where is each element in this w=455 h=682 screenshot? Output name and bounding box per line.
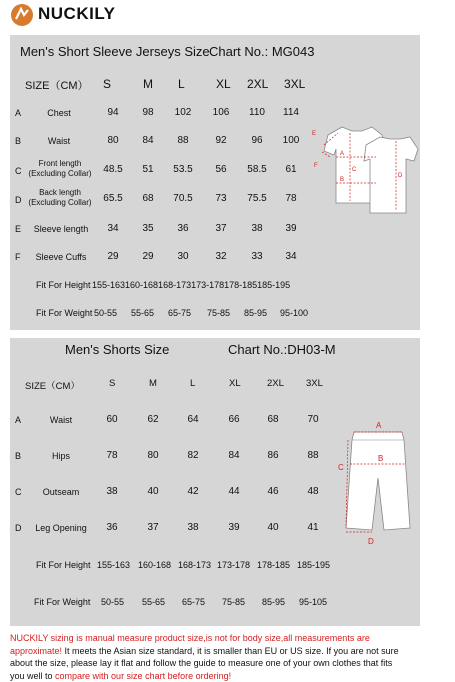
shorts-size-s: S — [109, 378, 115, 389]
shorts-row-letter: D — [15, 523, 22, 533]
shorts-cell: 40 — [138, 486, 168, 497]
jersey-cell: 34 — [276, 251, 306, 262]
jersey-cell: 68 — [133, 193, 163, 204]
jersey-fit-weight-m: 55-65 — [131, 308, 154, 318]
jersey-title: Men's Short Sleeve Jerseys Size — [20, 44, 210, 59]
jersey-cell: 30 — [168, 251, 198, 262]
jersey-row-label: Sleeve Cuffs — [28, 252, 94, 262]
jersey-size-3xl: 3XL — [284, 77, 305, 91]
jersey-cell: 100 — [276, 135, 306, 146]
shorts-cell: 39 — [219, 522, 249, 533]
jersey-cell: 96 — [242, 135, 272, 146]
shorts-row-label: Outseam — [28, 487, 94, 497]
shorts-cell: 88 — [298, 450, 328, 461]
jersey-fit-height-label: Fit For Height — [36, 280, 91, 290]
shorts-cell: 38 — [178, 522, 208, 533]
jersey-row-letter: B — [15, 136, 21, 146]
jersey-row-label: Sleeve length — [28, 224, 94, 234]
jersey-size-m: M — [143, 77, 153, 91]
jersey-cell: 39 — [276, 223, 306, 234]
jersey-cell: 61 — [276, 164, 306, 175]
disclaimer-line-1: NUCKILY sizing is manual measure product size,is not for body size,all measurements are — [10, 632, 450, 645]
shorts-fit-height-3xl: 185-195 — [297, 560, 330, 570]
jersey-row-label: Front length (Excluding Collar) — [24, 159, 96, 178]
jersey-cell: 106 — [206, 107, 236, 118]
jersey-cell: 65.5 — [98, 193, 128, 204]
shorts-fit-height-2xl: 178-185 — [257, 560, 290, 570]
shorts-diagram-label: B — [378, 454, 383, 463]
jersey-diagram-label: B — [340, 177, 344, 183]
jersey-cell: 110 — [242, 107, 272, 118]
shorts-diagram-label: D — [368, 537, 374, 546]
disclaimer-line-3: about the size, please lay it flat and follow the guide to measure one of your own clothes that fits — [10, 657, 450, 670]
shorts-diagram — [338, 418, 420, 548]
shorts-cell: 37 — [138, 522, 168, 533]
shorts-row-letter: C — [15, 487, 22, 497]
jersey-diagram-label: F — [314, 163, 318, 169]
jersey-row-label: Back length (Excluding Collar) — [24, 188, 96, 207]
shorts-fit-weight-label: Fit For Weight — [34, 597, 90, 607]
disclaimer-standard: It meets the Asian size standard, it is smaller than EU or US size. If you are not sure — [62, 646, 399, 656]
jersey-diagram-label: E — [312, 131, 316, 137]
shorts-fit-weight-3xl: 95-105 — [299, 597, 327, 607]
jersey-fit-weight-3xl: 95-100 — [280, 308, 308, 318]
shorts-cell: 41 — [298, 522, 328, 533]
disclaimer-line-2 — [10, 645, 450, 658]
shorts-cell: 66 — [219, 414, 249, 425]
shorts-row-letter: B — [15, 451, 21, 461]
shorts-row-letter: A — [15, 415, 21, 425]
jersey-cell: 51 — [133, 164, 163, 175]
jersey-diagram-label: D — [398, 173, 403, 179]
jersey-cell: 58.5 — [242, 164, 272, 175]
jersey-diagram-label: A — [340, 151, 344, 157]
jersey-cell: 73 — [206, 193, 236, 204]
jersey-cell: 84 — [133, 135, 163, 146]
jersey-row-letter: C — [15, 166, 22, 176]
jersey-cell: 98 — [133, 107, 163, 118]
disclaimer-line-4 — [10, 670, 450, 682]
shorts-cell: 82 — [178, 450, 208, 461]
shorts-cell: 80 — [138, 450, 168, 461]
shorts-fit-height-m: 160-168 — [138, 560, 171, 570]
jersey-cell: 92 — [206, 135, 236, 146]
sizing-disclaimer — [10, 632, 450, 682]
shorts-title: Men's Shorts Size — [65, 342, 169, 357]
shorts-cell: 64 — [178, 414, 208, 425]
shorts-fit-weight-xl: 75-85 — [222, 597, 245, 607]
shorts-cell: 62 — [138, 414, 168, 425]
shorts-cell: 84 — [219, 450, 249, 461]
jersey-row-label: Waist — [30, 136, 88, 146]
jersey-row-letter: E — [15, 224, 21, 234]
jersey-cell: 53.5 — [168, 164, 198, 175]
shorts-cell: 86 — [258, 450, 288, 461]
jersey-diagram-label: C — [352, 167, 357, 173]
shorts-size-2xl: 2XL — [267, 378, 284, 389]
jersey-row-letter: F — [15, 252, 21, 262]
shorts-cell: 60 — [97, 414, 127, 425]
jersey-fit-height-values: 155-163160-168168-173173-178178-185185-195 — [92, 280, 290, 290]
disclaimer-well: you well to — [10, 671, 55, 681]
shorts-chart-no: Chart No.:DH03-M — [228, 342, 336, 357]
disclaimer-approx: approximate! — [10, 646, 62, 656]
jersey-cell: 78 — [276, 193, 306, 204]
shorts-cell: 44 — [219, 486, 249, 497]
jersey-cell: 88 — [168, 135, 198, 146]
shorts-fit-height-s: 155-163 — [97, 560, 130, 570]
jersey-cell: 29 — [98, 251, 128, 262]
jersey-cell: 35 — [133, 223, 163, 234]
disclaimer-compare: compare with our size chart before ordering! — [55, 671, 231, 681]
shorts-row-label: Leg Opening — [28, 523, 94, 533]
jersey-row-letter: A — [15, 108, 21, 118]
shorts-fit-height-l: 168-173 — [178, 560, 211, 570]
shorts-cell: 40 — [258, 522, 288, 533]
shorts-cell: 46 — [258, 486, 288, 497]
shorts-diagram-label: C — [338, 463, 344, 472]
jersey-cell: 34 — [98, 223, 128, 234]
jersey-fit-weight-label: Fit For Weight — [36, 308, 92, 318]
shorts-fit-weight-m: 55-65 — [142, 597, 165, 607]
jersey-cell: 33 — [242, 251, 272, 262]
shorts-size-3xl: 3XL — [306, 378, 323, 389]
jersey-cell: 36 — [168, 223, 198, 234]
jersey-fit-weight-s: 50-55 — [94, 308, 117, 318]
jersey-row-label: Chest — [30, 108, 88, 118]
brand-name: NUCKILY — [38, 4, 116, 24]
shorts-row-label: Hips — [28, 451, 94, 461]
header-bar — [0, 0, 455, 30]
jersey-cell: 94 — [98, 107, 128, 118]
shorts-size-l: L — [190, 378, 195, 389]
jersey-cell: 102 — [168, 107, 198, 118]
jersey-fit-weight-2xl: 85-95 — [244, 308, 267, 318]
jersey-fit-weight-xl: 75-85 — [207, 308, 230, 318]
jersey-cell: 56 — [206, 164, 236, 175]
shorts-fit-weight-2xl: 85-95 — [262, 597, 285, 607]
shorts-cell: 38 — [97, 486, 127, 497]
shorts-cell: 78 — [97, 450, 127, 461]
shorts-size-xl: XL — [229, 378, 241, 389]
jersey-cell: 114 — [276, 107, 306, 118]
shorts-fit-height-label: Fit For Height — [36, 560, 91, 570]
jersey-cell: 75.5 — [242, 193, 272, 204]
jersey-row-letter: D — [15, 195, 22, 205]
nuckily-logo-icon — [10, 3, 34, 27]
jersey-chart-no: Chart No.: MG043 — [209, 44, 315, 59]
shorts-cell: 48 — [298, 486, 328, 497]
jersey-size-l: L — [178, 77, 185, 91]
shorts-row-label: Waist — [28, 415, 94, 425]
shorts-size-header: SIZE（CM） — [25, 378, 80, 392]
shorts-diagram-label: A — [376, 421, 382, 430]
jersey-cell: 37 — [206, 223, 236, 234]
shorts-cell: 68 — [258, 414, 288, 425]
jersey-cell: 38 — [242, 223, 272, 234]
shorts-fit-weight-l: 65-75 — [182, 597, 205, 607]
shorts-cell: 36 — [97, 522, 127, 533]
jersey-cell: 70.5 — [168, 193, 198, 204]
jersey-cell: 32 — [206, 251, 236, 262]
jersey-size-2xl: 2XL — [247, 77, 268, 91]
jersey-cell: 80 — [98, 135, 128, 146]
jersey-diagram — [310, 115, 420, 225]
jersey-size-s: S — [103, 77, 111, 91]
jersey-fit-weight-l: 65-75 — [168, 308, 191, 318]
jersey-cell: 29 — [133, 251, 163, 262]
jersey-size-xl: XL — [216, 77, 231, 91]
shorts-fit-weight-s: 50-55 — [101, 597, 124, 607]
jersey-cell: 48.5 — [98, 164, 128, 175]
shorts-cell: 42 — [178, 486, 208, 497]
shorts-size-m: M — [149, 378, 157, 389]
jersey-size-header: SIZE（CM） — [25, 77, 89, 93]
shorts-fit-height-xl: 173-178 — [217, 560, 250, 570]
shorts-cell: 70 — [298, 414, 328, 425]
